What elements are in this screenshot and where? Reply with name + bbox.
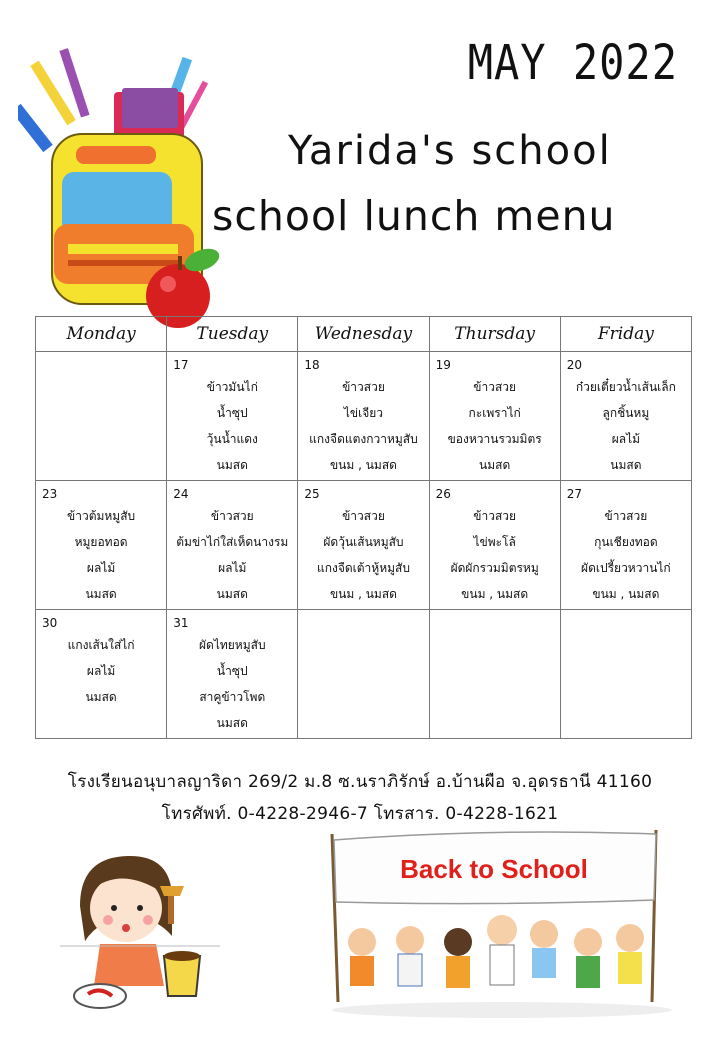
menu-item: ข้าวสวย [342,380,385,394]
day-header: Thursday [429,317,560,352]
day-date: 26 [435,487,451,501]
menu-item: ขนม , นมสด [461,587,529,601]
day-cell [298,352,429,481]
day-date: 23 [42,487,58,501]
menu-item: ผัดผักรวมมิตรหมู [450,561,539,575]
menu-item: ผลไม้ [86,561,116,575]
day-date: 24 [173,487,189,501]
day-cell [167,352,298,481]
menu-item: ข้าวต้มหมูสับ [67,509,136,523]
day-cell [167,481,298,610]
menu-item: นมสด [479,458,511,472]
menu-item: นมสด [216,458,248,472]
menu-item: วุ้นน้ำแดง [206,432,258,446]
day-cell [167,610,298,739]
weekday-header-row [36,317,692,352]
week-row [36,610,692,739]
menu-item: นมสด [610,458,642,472]
menu-item: ไข่เจียว [343,406,384,420]
day-date: 25 [304,487,320,501]
back-to-school-banner [322,822,692,1022]
girl-eating-illustration [60,846,230,1016]
menu-item: ข้าวมันไก่ [206,380,258,394]
day-cell [36,610,167,739]
school-address: โรงเรียนอนุบาลญาริดา 269/2 ม.8 ซ.นราภิรักษ์ อ.บ้านผือ จ.อุดรธานี 41160 [67,772,653,792]
day-cell [429,352,560,481]
day-header: Wednesday [298,317,429,352]
menu-item: ข้าวสวย [210,509,254,523]
day-date: 19 [435,358,451,372]
menu-item: กะเพราไก่ [468,406,521,420]
menu-item: แกงจืดเต้าหู้หมูสับ [316,561,410,575]
day-header: Monday [36,317,167,352]
day-cell [298,481,429,610]
menu-item: น้ำซุป [216,406,248,420]
menu-item: ข้าวสวย [604,509,648,523]
week-row [36,481,692,610]
menu-title: school lunch menu [212,192,616,240]
menu-item: ลูกชิ้นหมู [602,406,650,420]
banner-text: Back to School [400,854,588,884]
day-cell [429,481,560,610]
day-header: Tuesday [167,317,298,352]
backpack-illustration [18,48,238,330]
menu-item: ผัดไทยหมูสับ [199,638,266,652]
day-cell [36,352,167,481]
menu-item: แกงจืดแตงกวาหมูสับ [309,432,418,446]
menu-item: ของหวานรวมมิตร [447,432,542,446]
menu-item: ข้าวสวย [473,509,517,523]
menu-item: นมสด [216,716,248,730]
day-cell [560,352,691,481]
day-cell [560,481,691,610]
day-date: 27 [566,487,583,501]
day-cell [429,610,560,739]
menu-item: ผัดเปรี้ยวหวานไก่ [581,561,671,575]
children-group [348,915,644,988]
menu-item: นมสด [216,587,248,601]
menu-item: ต้มข่าไก่ใส่เห็ดนางรม [176,535,289,549]
menu-item: นมสด [85,690,117,704]
day-date: 20 [566,358,583,372]
menu-item: นมสด [85,587,117,601]
menu-item: ขนม , นมสด [592,587,660,601]
lunch-menu-table [35,316,692,739]
menu-item: ก๋วยเตี๋ยวน้ำเส้นเล็ก [575,380,676,394]
day-header: Friday [560,317,691,352]
menu-item: สาคูข้าวโพด [199,690,266,704]
menu-item: ขนม , นมสด [329,587,397,601]
menu-item: ผลไม้ [218,561,247,575]
week-row [36,352,692,481]
menu-item: แกงเส้นใส่ไก่ [67,638,135,652]
day-date: 30 [42,616,58,630]
menu-item: ผลไม้ [611,432,641,446]
day-date: 17 [173,358,189,372]
month-label: MAY 2022 [467,34,678,91]
menu-item: กุนเชียงทอด [594,535,658,549]
day-date: 18 [304,358,320,372]
menu-item: ข้าวสวย [342,509,385,523]
school-title: Yarida's school [288,128,612,174]
school-contact: โทรศัพท์. 0-4228-2946-7 โทรสาร. 0-4228-1621 [161,804,559,824]
menu-item: น้ำซุป [216,664,248,678]
day-date: 31 [173,616,189,630]
menu-item: ขนม , นมสด [329,458,397,472]
menu-item: ข้าวสวย [473,380,517,394]
menu-item: ผลไม้ [86,664,116,678]
menu-item: ไข่พะโล้ [473,535,516,549]
day-cell [298,610,429,739]
menu-item: ผัดวุ้นเส้นหมูสับ [323,535,404,549]
menu-item: หมูยอทอด [74,535,128,549]
day-cell [560,610,691,739]
day-cell [36,481,167,610]
